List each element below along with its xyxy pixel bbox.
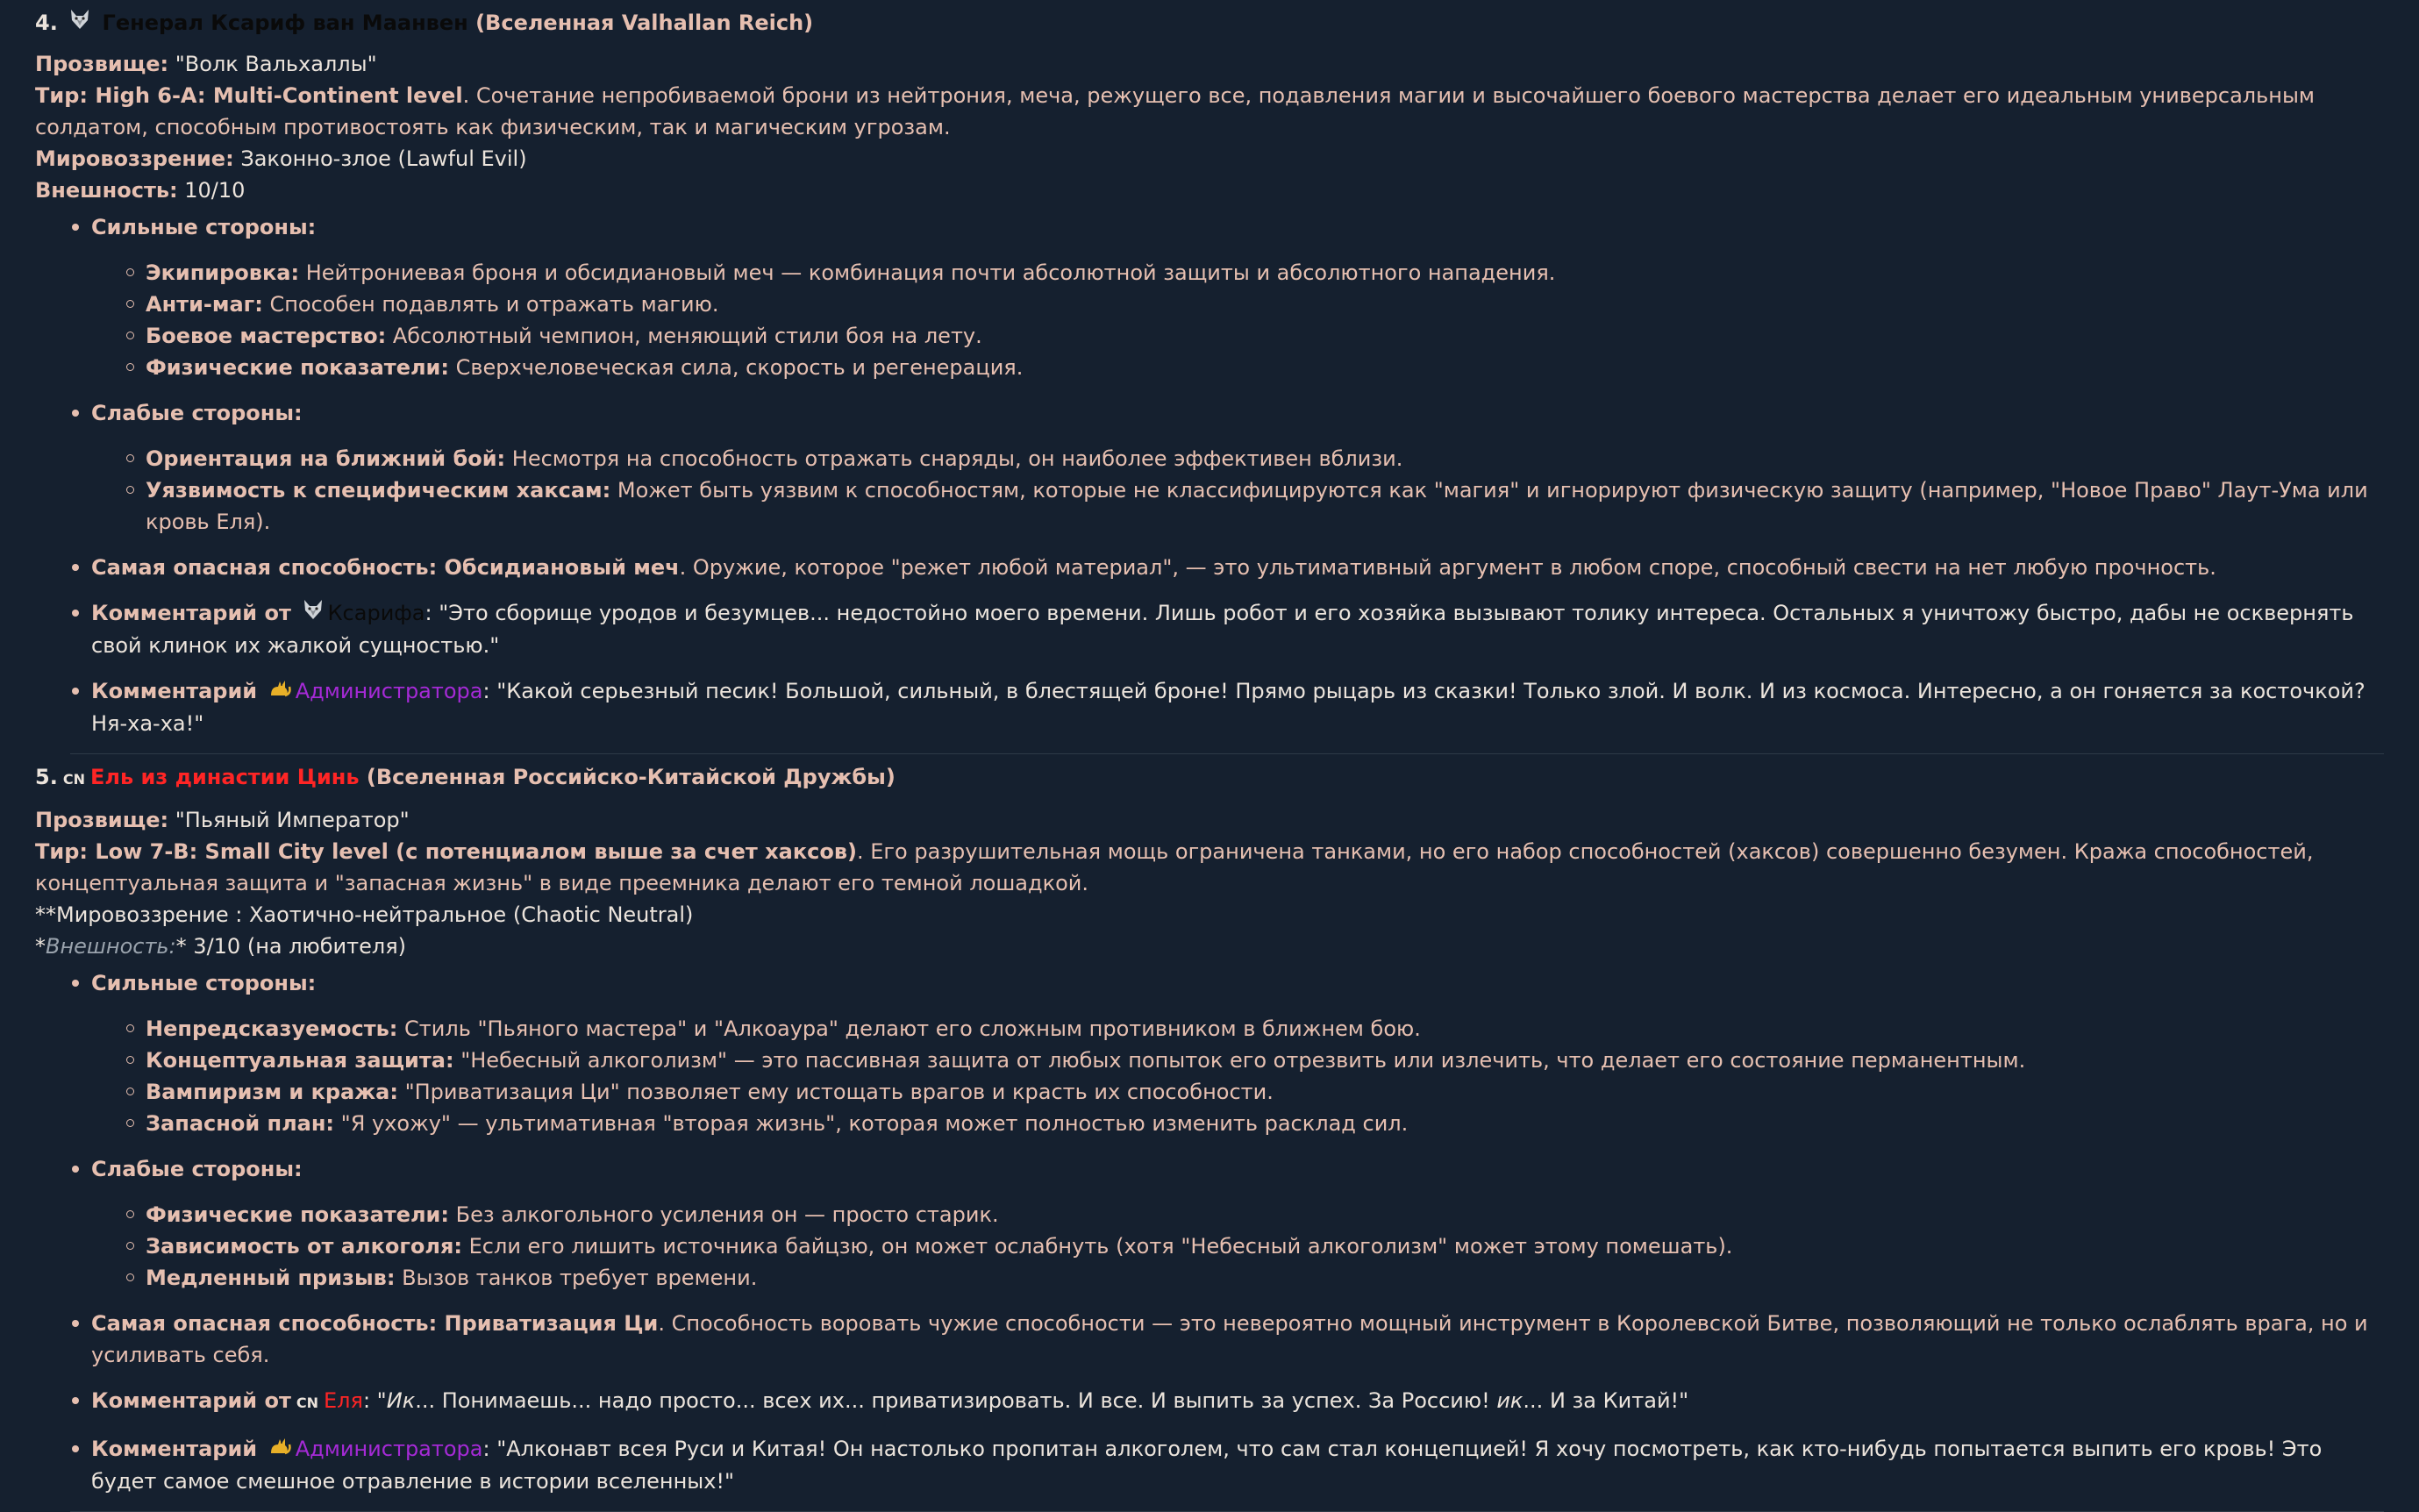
list-item <box>146 352 2384 383</box>
looks-label: Внешность: <box>35 178 178 203</box>
comment-admin-label: Комментарий <box>91 679 258 703</box>
looks-prefix: * <box>35 934 46 959</box>
list-item <box>146 1013 2384 1045</box>
danger-item <box>91 1308 2384 1371</box>
item-label: Зависимость от алкоголя: <box>146 1234 462 1259</box>
strengths-label: Сильные стороны: <box>91 971 317 995</box>
looks-value: * 3/10 (на любителя) <box>175 934 407 959</box>
entry-5-number: 5. <box>35 765 58 789</box>
entry-5-nickname-line <box>35 804 2384 836</box>
entry-5-name: Ель из династии Цинь <box>89 765 360 789</box>
alignment-value: Законно-злое (Lawful Evil) <box>240 146 527 171</box>
weaknesses-label: Слабые стороны: <box>91 1157 303 1181</box>
item-text: "Приватизация Ци" позволяет ему истощать врагов и красть их способности. <box>404 1080 1274 1104</box>
danger-text: . Способность воровать чужие способности — это невероятно мощный инструмент в Королевской Битве, позволяющий не только ослаблять врага, но и усиливать себя. <box>91 1311 2368 1367</box>
item-label: Уязвимость к специфическим хаксам: <box>146 478 611 503</box>
cat-icon <box>268 676 292 708</box>
item-label: Экипировка: <box>146 260 300 285</box>
nickname-value: "Пьяный Император" <box>175 808 410 832</box>
strengths-item <box>91 967 2384 1139</box>
entry-5-looks-line <box>35 931 2384 962</box>
tier-text: . Его разрушительная мощь ограничена танками, но его набор способностей (хаксов) совершенно безумен. Кража способностей, концептуальная защита и "запасная жизнь" в виде преемника делают его темной лошадкой. <box>35 839 2314 895</box>
comment-admin-name: Администратора <box>295 1437 483 1461</box>
item-text: Без алкогольного усиления он — просто старик. <box>455 1202 999 1227</box>
cn-flag-icon: CN <box>62 771 85 788</box>
entry-5-alignment-line: **Мировоззрение : Хаотично-нейтральное (Chaotic Neutral) <box>35 902 694 927</box>
item-text: Нейтрониевая броня и обсидиановый меч — комбинация почти абсолютной защиты и абсолютного нападения. <box>305 260 1556 285</box>
item-label: Физические показатели: <box>146 1202 449 1227</box>
danger-label: Самая опасная способность: Обсидиановый меч <box>91 555 680 580</box>
entry-5-heading <box>35 761 2384 795</box>
entry-5-universe: (Вселенная Российско-Китайской Дружбы) <box>366 765 896 789</box>
comment-admin-name: Администратора <box>295 679 483 703</box>
entry-4-looks-line <box>35 175 2384 206</box>
comment-self-text: : "Это сборище уродов и безумцев... недостойно моего времени. Лишь робот и его хозяйка вызывают толику интереса. Остальных я уничтожу быстро, дабы не осквернять свой клинок их жалкой сущностью." <box>91 601 2354 658</box>
item-text: Если его лишить источника байцзю, он может ослабнуть (хотя "Небесный алкоголизм" может этому помешать). <box>468 1234 1733 1259</box>
entry-4-tier-line <box>35 80 2384 143</box>
strengths-list <box>91 257 2384 383</box>
item-text: "Небесный алкоголизм" — это пассивная защита от любых попыток его отрезвить или излечить, что делает его состояние перманентным. <box>460 1048 2026 1073</box>
entry-4-name: Генерал Ксариф ван Маанвен <box>102 11 468 35</box>
entry-5-list <box>35 967 2384 1497</box>
list-item <box>146 257 2384 289</box>
entry-4 <box>35 7 2384 739</box>
list-item <box>146 474 2384 538</box>
cn-flag-icon: CN <box>296 1394 319 1411</box>
comment-self-end: ... И за Китай!" <box>1523 1388 1689 1413</box>
list-item <box>146 1230 2384 1262</box>
comment-self-label: Комментарий от <box>91 601 291 625</box>
list-item <box>146 289 2384 320</box>
comment-self-name: Ксарифа <box>327 601 425 625</box>
tier-label: Тир: High 6-A: Multi-Continent level <box>35 83 463 108</box>
item-label: Анти-маг: <box>146 292 263 317</box>
entry-4-universe: (Вселенная Valhallan Reich) <box>475 11 814 35</box>
danger-item <box>91 552 2384 583</box>
entry-4-alignment-line <box>35 143 2384 175</box>
item-label: Непредсказуемость: <box>146 1016 398 1041</box>
wolf-icon <box>302 598 325 630</box>
list-item <box>146 1108 2384 1139</box>
weaknesses-item <box>91 1153 2384 1294</box>
item-text: Абсолютный чемпион, меняющий стили боя на лету. <box>392 324 982 348</box>
strengths-label: Сильные стороны: <box>91 215 317 239</box>
item-text: Может быть уязвим к способностям, которые не классифицируются как "магия" и игнорируют физическую защиту (например, "Новое Право" Лаут-Ума или кровь Еля). <box>146 478 2368 534</box>
weaknesses-list <box>91 443 2384 538</box>
tier-text: . Сочетание непробиваемой брони из нейтрония, меча, режущего все, подавления магии и высочайшего боевого мастерства делает его идеальным универсальным солдатом, способным противостоять как физическим, так и магическим угрозам. <box>35 83 2315 139</box>
item-text: Способен подавлять и отражать магию. <box>269 292 719 317</box>
entry-4-nickname-line <box>35 48 2384 80</box>
alignment-label: Мировоззрение: <box>35 146 234 171</box>
list-item <box>146 1199 2384 1230</box>
entry-4-number: 4. <box>35 11 58 35</box>
strengths-list <box>91 1013 2384 1139</box>
comment-admin-item <box>91 1433 2384 1497</box>
weaknesses-list <box>91 1199 2384 1294</box>
list-item <box>146 320 2384 352</box>
nickname-label: Прозвище: <box>35 808 169 832</box>
strengths-item <box>91 211 2384 383</box>
item-label: Вампиризм и кража: <box>146 1080 398 1104</box>
entry-5 <box>35 761 2384 1497</box>
item-label: Медленный призыв: <box>146 1266 396 1290</box>
item-label: Физические показатели: <box>146 355 449 380</box>
item-label: Боевое мастерство: <box>146 324 387 348</box>
comment-self-item <box>91 1385 2384 1419</box>
weaknesses-label: Слабые стороны: <box>91 401 303 425</box>
comment-self-ik1: Ик <box>386 1388 416 1413</box>
comment-self-item <box>91 597 2384 661</box>
comment-admin-item <box>91 675 2384 739</box>
item-label: Концептуальная защита: <box>146 1048 454 1073</box>
item-text: Вызов танков требует времени. <box>402 1266 758 1290</box>
nickname-value: "Волк Вальхаллы" <box>175 52 377 76</box>
item-label: Запасной план: <box>146 1111 335 1136</box>
comment-admin-text: : "Какой серьезный песик! Большой, сильный, в блестящей броне! Прямо рыцарь из сказки! Только злой. И волк. И из космоса. Интересно, а он гоняется за косточкой? Ня-ха-ха!" <box>91 679 2365 736</box>
comment-self-ik2: ик <box>1496 1388 1523 1413</box>
tier-label: Тир: Low 7-B: Small City level (с потенциалом выше за счет хаксов) <box>35 839 857 864</box>
entry-4-list <box>35 211 2384 739</box>
nickname-label: Прозвище: <box>35 52 169 76</box>
wolf-icon <box>68 8 91 39</box>
item-text: Несмотря на способность отражать снаряды, он наиболее эффективен вблизи. <box>511 446 1403 471</box>
comment-self-mid: ... Понимаешь... надо просто... всех их... приватизировать. И все. И выпить за успех. За Россию! <box>415 1388 1497 1413</box>
list-item <box>146 443 2384 474</box>
weaknesses-item <box>91 397 2384 538</box>
list-item <box>146 1076 2384 1108</box>
comment-admin-label: Комментарий <box>91 1437 258 1461</box>
list-item <box>146 1045 2384 1076</box>
looks-value: 10/10 <box>184 178 246 203</box>
item-text: "Я ухожу" — ультимативная "вторая жизнь", которая может полностью изменить расклад сил. <box>340 1111 1409 1136</box>
danger-label: Самая опасная способность: Приватизация Ци <box>91 1311 659 1336</box>
entry-4-heading <box>35 7 2384 39</box>
looks-label: Внешность: <box>46 934 176 959</box>
item-text: Сверхчеловеческая сила, скорость и регенерация. <box>455 355 1024 380</box>
danger-text: . Оружие, которое "режет любой материал", — это ультимативный аргумент в любом споре, способный свести на нет любую прочность. <box>679 555 2216 580</box>
list-item <box>146 1262 2384 1294</box>
comment-self-q1: : " <box>362 1388 387 1413</box>
comment-self-label: Комментарий от <box>91 1388 291 1413</box>
item-text: Стиль "Пьяного мастера" и "Алкоаура" делают его сложным противником в ближнем бою. <box>404 1016 1421 1041</box>
comment-admin-text: : "Алконавт всея Руси и Китая! Он настолько пропитан алкоголем, что сам стал концепцией! Я хочу посмотреть, как кто-нибудь попытается выпить его кровь! Это будет самое смешное отравление в истории вселенных!" <box>91 1437 2323 1494</box>
comment-self-name: Еля <box>324 1388 363 1413</box>
item-label: Ориентация на ближний бой: <box>146 446 506 471</box>
entry-5-tier-line <box>35 836 2384 899</box>
section-divider <box>70 753 2384 754</box>
cat-icon <box>268 1434 292 1466</box>
